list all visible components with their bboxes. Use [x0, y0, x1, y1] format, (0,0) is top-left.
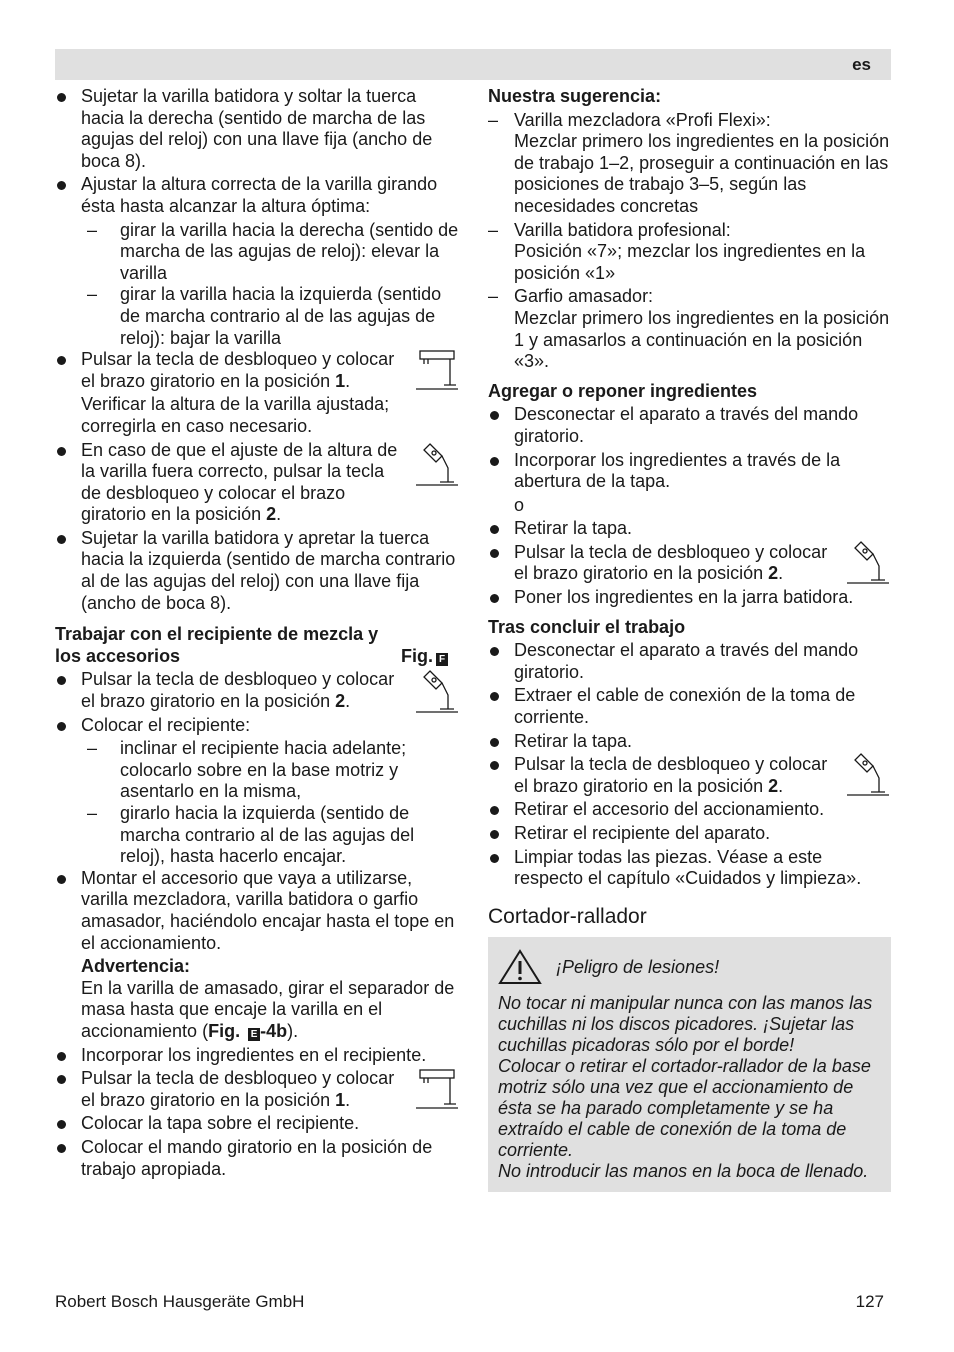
list-item: Poner los ingredientes en la jarra batidora.	[488, 587, 891, 609]
list-item	[55, 1068, 460, 1111]
list-item-text: Pulsar la tecla de desbloqueo y colocar el brazo giratorio en la posición	[81, 1068, 395, 1110]
warning-text: No introducir las manos en la boca de llenado.	[498, 1161, 869, 1182]
position-number: 2	[266, 504, 277, 525]
warning-box	[488, 937, 891, 1192]
list-item-text: Pulsar la tecla de desbloqueo y colocar el brazo giratorio en la posición	[514, 541, 828, 584]
dash-item: – girar la varilla hacia la izquierda (sentido de marcha contrario al de las agujas de reloj): bajar la varilla	[81, 284, 460, 349]
list-item: Retirar el accesorio del accionamiento.	[488, 799, 891, 821]
header-bar	[55, 49, 891, 80]
figure-letter: F	[436, 653, 448, 666]
dash-item: – girarlo hacia la izquierda (sentido de marcha contrario al de las agujas del reloj), hasta hacerlo encajar.	[81, 803, 460, 868]
list-item: Retirar el recipiente del aparato.	[488, 823, 891, 845]
list-item: Sujetar la varilla batidora y apretar la tuerca hacia la izquierda (sentido de marcha contrario al de las agujas del reloj) con una llave fija (ancho de boca 8).	[55, 528, 460, 614]
position-number: 2	[768, 775, 779, 796]
list-item: Montar el accesorio que vaya a utilizarse, varilla mezcladora, varilla batidora o garfio amasador, haciéndolo encajar hasta el tope en el accionamiento.	[55, 868, 460, 954]
list-item: Incorporar los ingredientes en el recipiente.	[55, 1045, 460, 1067]
mixer-arm-down-icon	[414, 345, 460, 391]
warning-text: No tocar ni manipular nunca con las manos las cuchillas ni los discos picadores. ¡Sujetar las cuchillas picadoras sólo por el borde!	[498, 993, 873, 1056]
suggestion-item: – Garfio amasador: Mezclar primero los ingredientes en la posición 1 y amasarlos a continuación en la posición «3».	[488, 286, 891, 372]
period: .	[778, 775, 784, 796]
suggestion-item: – Varilla batidora profesional: Posición «7»; mezclar los ingredientes en la posición «1»	[488, 220, 891, 285]
dash-item: – inclinar el recipiente hacia adelante; colocarlo sobre en la base motriz y asentarlo en la misma,	[81, 738, 460, 803]
list-item: Desconectar el aparato a través del mando giratorio.	[488, 640, 891, 683]
mixer-arm-up-icon	[414, 667, 460, 713]
period: .	[276, 504, 282, 525]
dash-item: – girar la varilla hacia la derecha (sentido de marcha de las agujas de reloj): elevar la varilla	[81, 220, 460, 285]
note-text: Verificar la altura de la varilla ajustada; corregirla en caso necesario.	[81, 394, 390, 436]
mixer-arm-up-icon	[845, 750, 891, 796]
suggestion-item: – Varilla mezcladora «Profi Flexi»: Mezclar primero los ingredientes en la posición de trabajo 1–2, proseguir a continuación en las posiciones de trabajo 3–5, según las necesidades concretas	[488, 110, 891, 218]
after-work-heading: Tras concluir el trabajo	[488, 616, 686, 637]
position-number: 2	[335, 691, 346, 712]
list-item: Ajustar la altura correcta de la varilla girando ésta hasta alcanzar la altura óptima:	[55, 174, 460, 217]
page-number: 127	[855, 1292, 884, 1311]
footer-company: Robert Bosch Hausgeräte GmbH	[55, 1292, 305, 1311]
period: .	[778, 563, 784, 584]
warning-triangle-icon	[498, 949, 542, 985]
warning-header	[498, 949, 881, 985]
list-item: Colocar el mando giratorio en la posición de trabajo apropiada.	[55, 1137, 460, 1180]
or-text: o	[514, 494, 525, 515]
list-item	[488, 754, 891, 797]
period: .	[345, 370, 351, 391]
warning-title: ¡Peligro de lesiones!	[556, 956, 720, 977]
list-item	[55, 440, 460, 526]
language-code: es	[852, 55, 871, 74]
left-column	[55, 86, 460, 1182]
section-title: Cortador-rallador	[488, 904, 647, 928]
list-item: Limpiar todas las piezas. Véase a este respecto el capítulo «Cuidados y limpieza».	[488, 847, 891, 890]
right-column	[488, 86, 891, 1192]
suggestion-heading: Nuestra sugerencia:	[488, 86, 662, 106]
position-number: 1	[335, 1089, 346, 1110]
warning-note: Advertencia: En la varilla de amasado, girar el separador de masa hasta que encaje la varilla en el accionamiento (Fig. E -4b).	[55, 956, 460, 1042]
period: .	[345, 691, 351, 712]
list-item: Sujetar la varilla batidora y soltar la tuerca hacia la derecha (sentido de marcha de las agujas del reloj) con una llave fija (ancho de boca 8).	[55, 86, 460, 172]
list-item: Colocar la tapa sobre el recipiente.	[55, 1113, 460, 1135]
list-item: Retirar la tapa.	[488, 731, 891, 753]
figure-reference: Fig. F	[401, 646, 448, 668]
advert-text: En la varilla de amasado, girar el separador de masa hasta que encaje la varilla en el accionamiento (	[81, 977, 455, 1041]
position-number: 1	[335, 370, 346, 391]
list-item-text: Pulsar la tecla de desbloqueo y colocar el brazo giratorio en la posición	[514, 754, 828, 796]
list-item-text: Pulsar la tecla de desbloqueo y colocar el brazo giratorio en la posición	[81, 669, 395, 712]
advert-title: Advertencia:	[81, 956, 191, 977]
mixer-arm-up-icon	[845, 538, 891, 584]
list-item: Colocar el recipiente:	[55, 715, 460, 737]
add-ingredients-heading: Agregar o reponer ingredientes	[488, 380, 758, 401]
figure-letter: E	[248, 1028, 260, 1041]
list-item: Desconectar el aparato a través del mando giratorio.	[488, 404, 891, 447]
list-item: Extraer el cable de conexión de la toma de corriente.	[488, 685, 891, 728]
list-item: Incorporar los ingredientes a través de la abertura de la tapa.	[488, 450, 891, 493]
warning-text: Colocar o retirar el cortador-rallador de la base motriz sólo una vez que el accionamiento de ésta se ha parado completamente y se ha extraído el cable de conexión de la toma de corriente.	[498, 1056, 871, 1161]
list-item: Retirar la tapa.	[488, 518, 891, 540]
mixer-arm-up-icon	[414, 440, 460, 486]
position-number: 2	[768, 563, 779, 584]
period: .	[345, 1089, 351, 1110]
list-item-text: Pulsar la tecla de desbloqueo y colocar el brazo giratorio en la posición	[81, 349, 395, 391]
list-item	[488, 542, 891, 585]
list-item-text: En caso de que el ajuste de la altura de la varilla fuera correcto, pulsar la tecla de desbloqueo y colocar el brazo giratorio en la posición	[81, 439, 398, 525]
list-item	[55, 349, 460, 392]
section-heading: Trabajar con el recipiente de mezcla y los accesorios Fig. F	[55, 624, 460, 667]
advert-fig: Fig.	[208, 1020, 241, 1041]
list-item	[55, 669, 460, 712]
mixer-arm-down-icon	[414, 1064, 460, 1110]
